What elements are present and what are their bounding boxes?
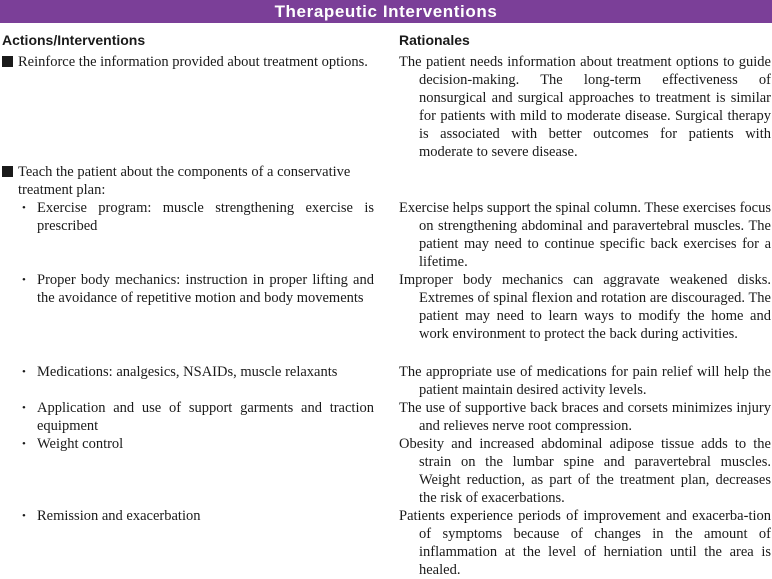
rationales-column-header: Rationales xyxy=(399,32,470,48)
dot-bullet-icon: • xyxy=(22,202,26,214)
section-title: Therapeutic Interventions xyxy=(0,0,772,23)
action-text: Application and use of support garments and traction equipment xyxy=(37,400,374,434)
action-text: Exercise program: muscle strengthening exercise is prescribed xyxy=(37,200,374,234)
rationale-text: The appropriate use of medications for pain relief will help the patient maintain desired activity levels. xyxy=(399,364,771,398)
action-subitem xyxy=(0,399,374,435)
action-text: Reinforce the information provided about treatment options. xyxy=(18,54,368,70)
action-text: Proper body mechanics: instruction in proper lifting and the avoidance of repetitive motion and body movements xyxy=(37,272,374,306)
dot-bullet-icon: • xyxy=(22,438,26,450)
dot-bullet-icon: • xyxy=(22,510,26,522)
rationale-text: Obesity and increased abdominal adipose tissue adds to the strain on the lumbar spine and paravertebral muscles. Weight reduction, as part of the treatment plan, decreases the risk of exacerbations. xyxy=(399,436,771,506)
action-subitem xyxy=(0,363,374,381)
square-bullet-icon xyxy=(2,56,13,67)
rationale-text: Patients experience periods of improvement and exacerba-tion of symptoms because of changes in the amount of inflammation at the level of herniation until the area is healed. xyxy=(399,508,771,578)
square-bullet-icon xyxy=(2,166,13,177)
action-text: Weight control xyxy=(37,436,124,452)
action-subitem xyxy=(0,271,374,307)
action-item xyxy=(0,163,372,199)
dot-bullet-icon: • xyxy=(22,402,26,414)
action-subitem xyxy=(0,435,374,453)
rationale-text: The patient needs information about treatment options to guide decision-making. The long-term effectiveness of nonsurgical and surgical approaches to treatment is similar for patients with mild to moderate disease. Surgical therapy is associated with better outcomes for patients with moderate to severe disease. xyxy=(399,54,771,160)
dot-bullet-icon: • xyxy=(22,274,26,286)
rationale-text: Exercise helps support the spinal column. These exercises focus on strengthening abdominal and paravertebral muscles. The patient may need to continue specific back exercises for a lifetime. xyxy=(399,200,771,270)
action-text: Remission and exacerbation xyxy=(37,508,201,524)
dot-bullet-icon: • xyxy=(22,366,26,378)
action-text: Medications: analgesics, NSAIDs, muscle relaxants xyxy=(37,364,338,380)
rationale-text: Improper body mechanics can aggravate weakened disks. Extremes of spinal flexion and rotation are discouraged. The patient may need to learn ways to modify the home and work environment to protect the back during activities. xyxy=(399,272,771,342)
action-subitem xyxy=(0,507,374,525)
action-text: Teach the patient about the components of a conservative treatment plan: xyxy=(18,164,351,198)
action-subitem xyxy=(0,199,374,235)
actions-column-header: Actions/Interventions xyxy=(2,32,146,48)
rationale-text: The use of supportive back braces and corsets minimizes injury and relieves nerve root compression. xyxy=(399,400,771,434)
action-item xyxy=(0,53,374,71)
